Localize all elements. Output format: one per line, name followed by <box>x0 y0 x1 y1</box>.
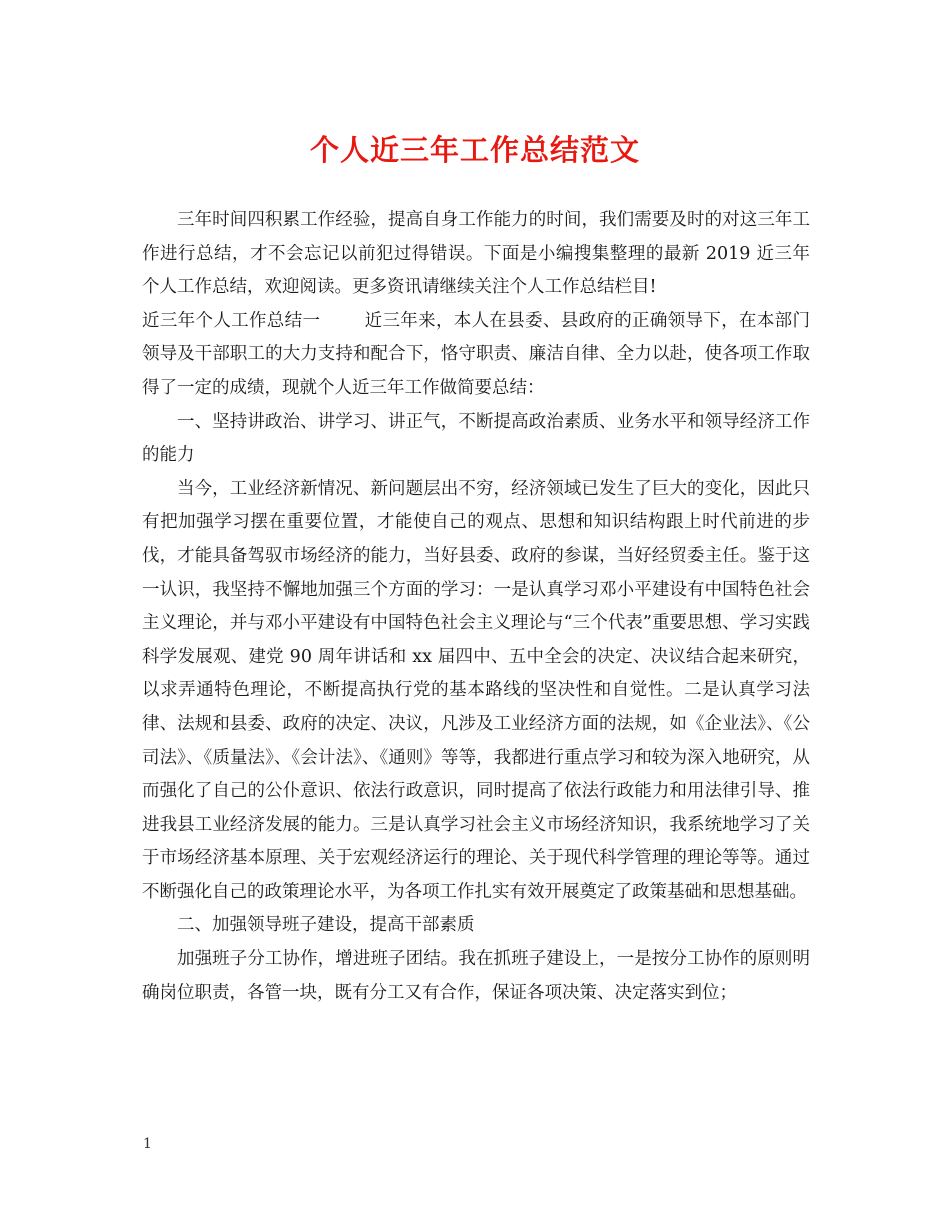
document-title: 个人近三年工作总结范文 <box>309 133 640 167</box>
intro-paragraph: 三年时间四积累工作经验，提高自身工作能力的时间，我们需要及时的对这三年工作进行总结，才不会忘记以前犯过得错误。下面是小编搜集整理的最新 2019 近三年个人工作总结，欢迎阅读。更多资讯请继续关注个人工作总结栏目! <box>142 210 810 298</box>
body-paragraph-1: 当今，工业经济新情况、新问题层出不穷，经济领域已发生了巨大的变化，因此只有把加强学习摆在重要位置，才能使自己的观点、思想和知识结构跟上时代前进的步伐，才能具备驾驭市场经济的能力，当好县委、政府的参谋，当好经贸委主任。鉴于这一认识，我坚持不懈地加强三个方面的学习：一是认真学习邓小平建设有中国特色社会主义理论，并与邓小平建设有中国特色社会主义理论与“三个代表”重要思想、学习实践科学发展观、建党 90 周年讲话和 xx 届四中、五中全会的决定、决议结合起来研究，以求弄通特色理论，不断提高执行党的基本路线的坚决性和自觉性。二是认真学习法律、法规和县委、政府的决定、决议，凡涉及工业经济方面的法规，如《企业法》、《公司法》、《质量法》、《会计法》、《通则》等等，我都进行重点学习和较为深入地研究，从而强化了自己的公仆意识、依法行政意识，同时提高了依法行政能力和用法律引导、推进我县工业经济发展的能力。三是认真学习社会主义市场经济知识，我系统地学习了关于市场经济基本原理、关于宏观经济运行的理论、关于现代科学管理的理论等等。通过不断强化自己的政策理论水平，为各项工作扎实有效开展奠定了政策基础和思想基础。 <box>142 478 810 902</box>
section-heading-1: 一、坚持讲政治、讲学习、讲正气，不断提高政治素质、业务水平和领导经济工作的能力 <box>142 411 810 466</box>
section-opening: 近三年来，本人在县委、县政府的正确领导下，在本部门领导及干部职工的大力支持和配合下，恪守职责、廉洁自律、全力以赴，使各项工作取得了一定的成绩，现就个人近三年工作做简要总结： <box>142 310 811 398</box>
body-paragraph-2: 加强班子分工协作，增进班子团结。我在抓班子建设上，一是按分工协作的原则明确岗位职责，各管一块，既有分工又有合作，保证各项决策、决定落实到位； <box>142 949 810 1003</box>
section-label: 近三年个人工作总结一 <box>142 310 321 331</box>
page-number: 1 <box>143 1136 152 1152</box>
section-paragraph <box>142 305 810 406</box>
document-body <box>142 204 810 1010</box>
section-heading-2: 二、加强领导班子建设，提高干部素质 <box>177 915 475 936</box>
